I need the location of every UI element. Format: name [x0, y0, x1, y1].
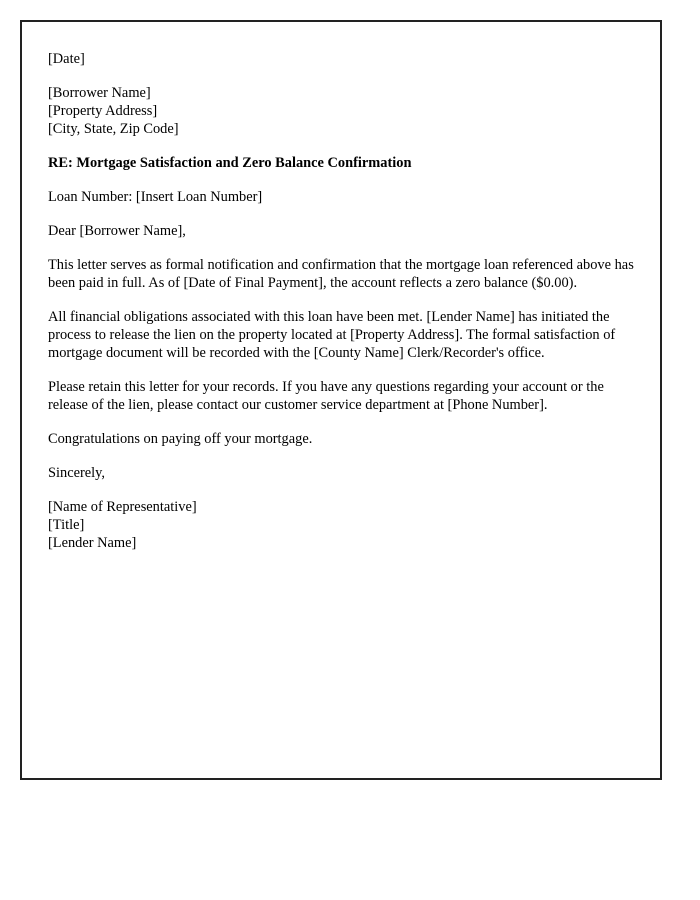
signature-block — [48, 498, 634, 552]
body-paragraph-3: Please retain this letter for your records. If you have any questions regarding your account or the release of the lien, please contact our customer service department at [Phone Number]. — [48, 379, 604, 413]
body-paragraph-4: Congratulations on paying off your mortgage. — [48, 431, 313, 447]
subject-line: RE: Mortgage Satisfaction and Zero Balance Confirmation — [48, 155, 412, 171]
body-paragraph-1: This letter serves as formal notification and confirmation that the mortgage loan referenced above has been paid in full. As of [Date of Final Payment], the account reflects a zero balance ($0.00). — [48, 257, 634, 291]
recipient-address-line: [Property Address] — [48, 103, 158, 119]
recipient-city-line: [City, State, Zip Code] — [48, 121, 179, 137]
recipient-block — [48, 84, 634, 138]
salutation-line: Dear [Borrower Name], — [48, 223, 186, 239]
closing-line: Sincerely, — [48, 465, 106, 481]
body-paragraph-2: All financial obligations associated with this loan have been met. [Lender Name] has initiated the process to release the lien on the property located at [Property Address]. The formal satisfaction of mortgage document will be recorded with the [County Name] Clerk/Recorder's office. — [48, 309, 616, 361]
date-line: [Date] — [48, 51, 85, 67]
signature-name-line: [Name of Representative] — [48, 499, 197, 515]
signature-lender-line: [Lender Name] — [48, 535, 137, 551]
letter-document — [20, 20, 662, 780]
signature-title-line: [Title] — [48, 517, 85, 533]
loan-number-line: Loan Number: [Insert Loan Number] — [48, 189, 263, 205]
recipient-name-line: [Borrower Name] — [48, 85, 151, 101]
